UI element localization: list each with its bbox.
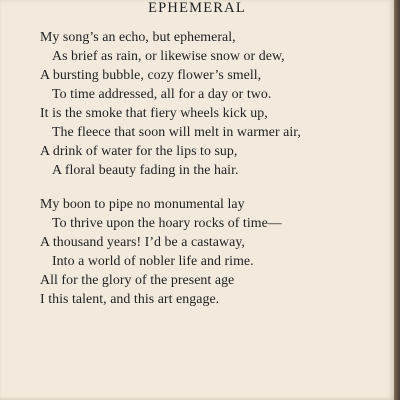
poem-line: Into a world of nobler life and rime. <box>52 254 254 269</box>
poem-line: All for the glory of the present age <box>40 273 235 288</box>
poem-line: To thrive upon the hoary rocks of time— <box>52 216 282 231</box>
poem-line: As brief as rain, or likewise snow or dew, <box>52 49 285 64</box>
poem-line: To time addressed, all for a day or two. <box>52 87 272 102</box>
poem-title: EPHEMERAL <box>148 0 246 16</box>
poem-line: It is the smoke that fiery wheels kick up, <box>40 106 268 121</box>
poem-line: The fleece that soon will melt in warmer air, <box>52 125 301 140</box>
poem-line: My boon to pipe no monumental lay <box>40 197 245 212</box>
poem-line: A bursting bubble, cozy flower’s smell, <box>40 68 262 83</box>
poem-line: My song’s an echo, but ephemeral, <box>40 30 236 45</box>
poem-line: A thousand years! I’d be a castaway, <box>40 235 245 250</box>
poem-line: I this talent, and this art engage. <box>40 292 220 307</box>
page-edge-shadow <box>394 0 400 400</box>
poem-line: A drink of water for the lips to sup, <box>40 144 238 159</box>
poem-line: A floral beauty fading in the hair. <box>52 163 239 178</box>
